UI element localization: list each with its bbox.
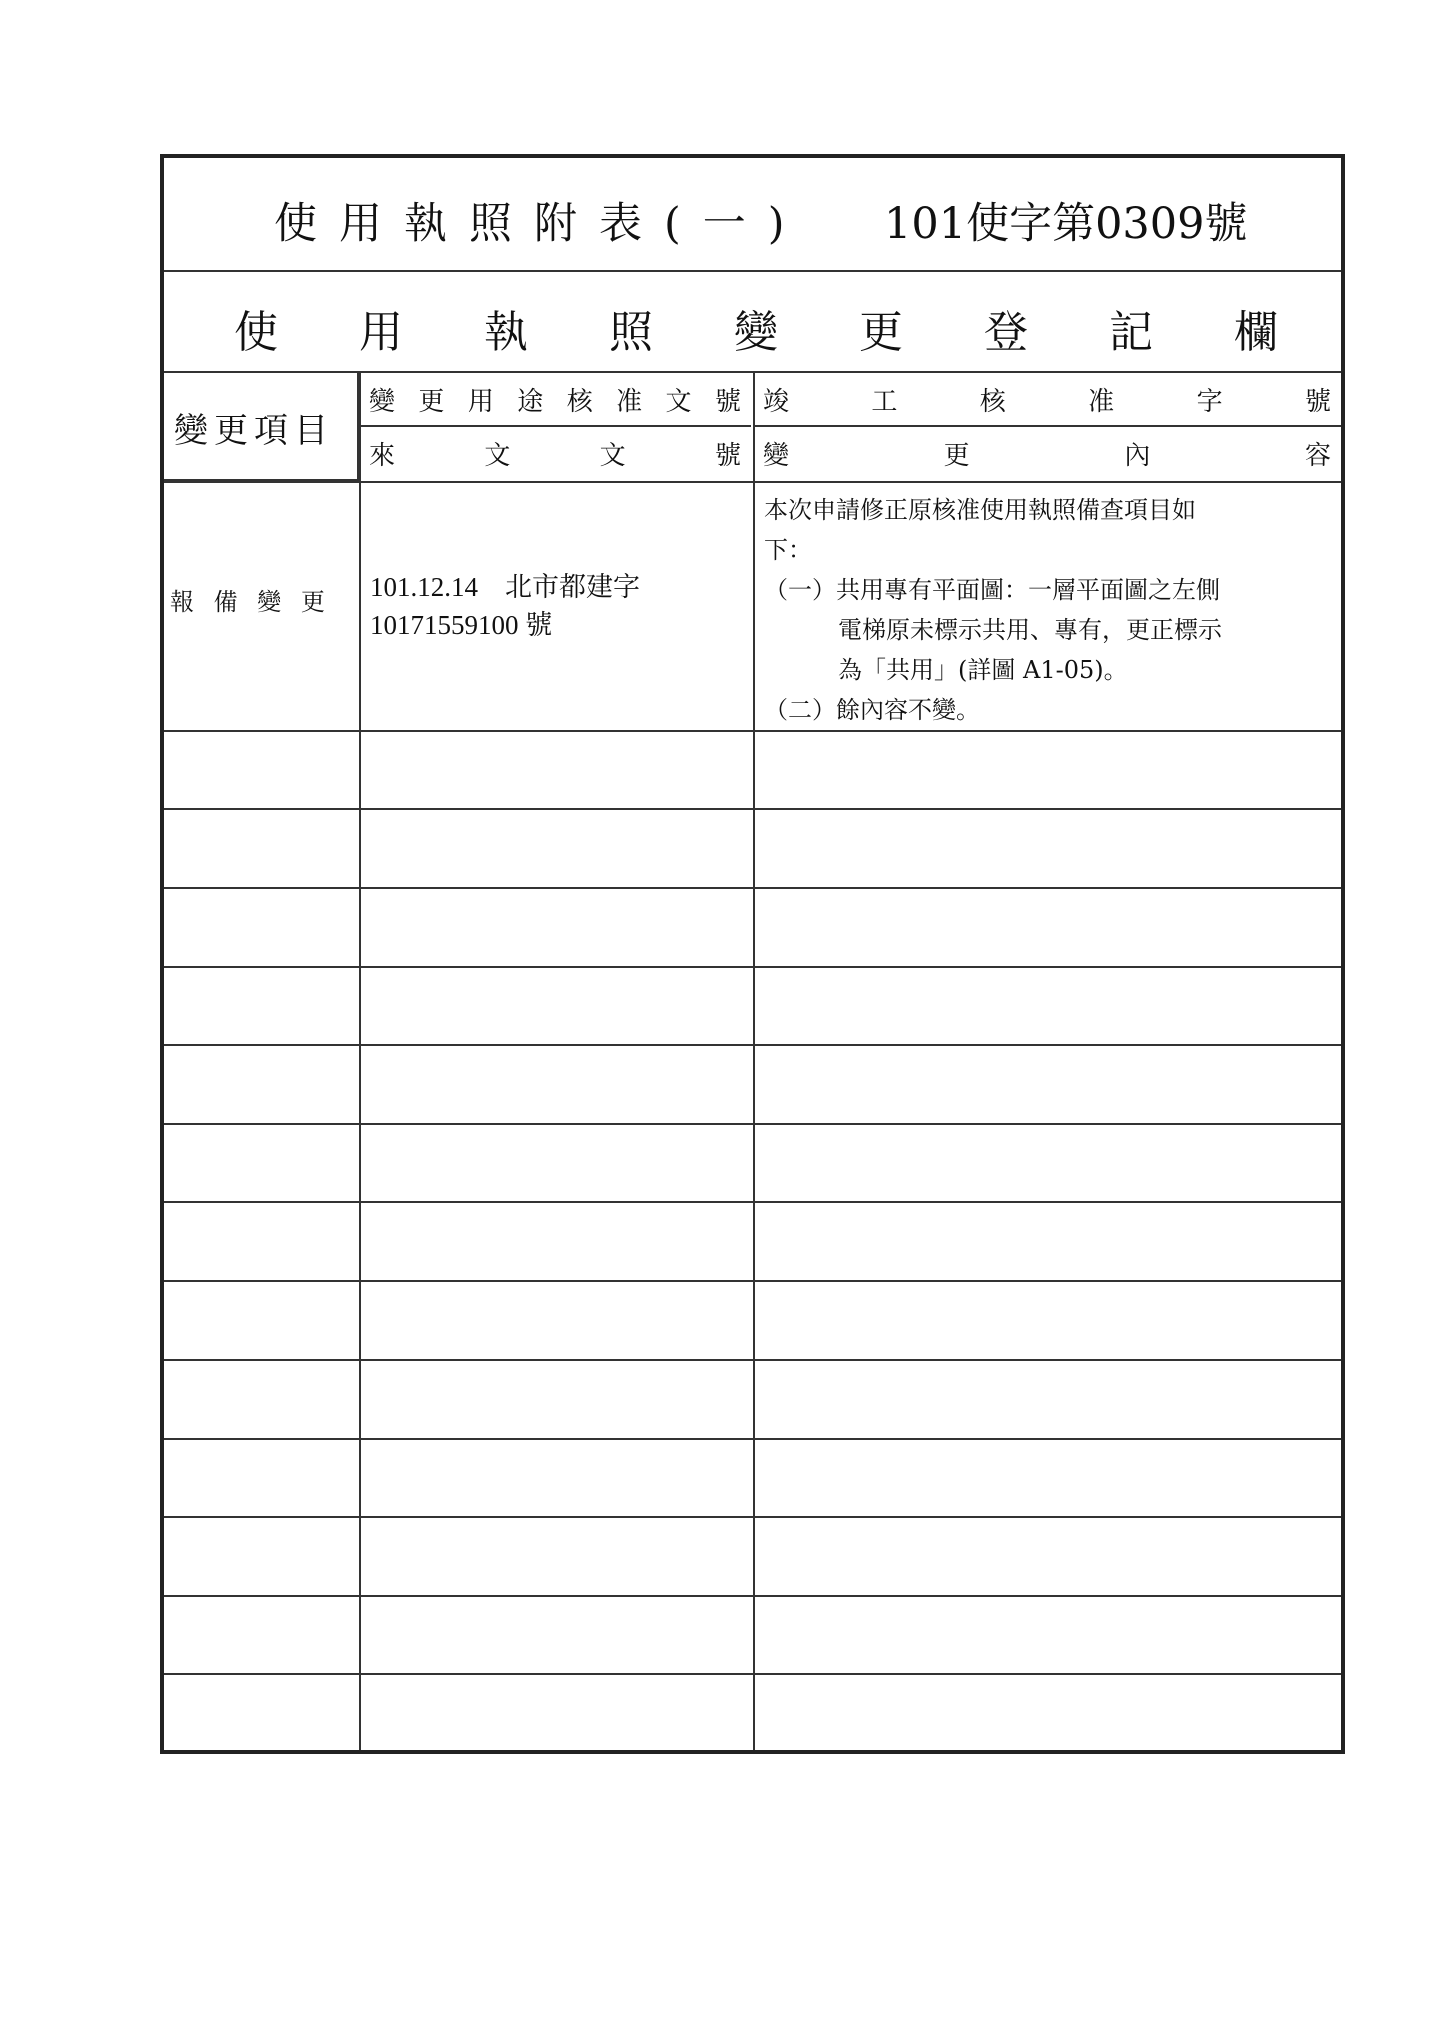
header-char: 號 — [1304, 387, 1331, 417]
header-char: 文 — [665, 387, 692, 417]
content-line: （一）共用專有平面圖：一層平面圖之左側 — [764, 576, 1220, 604]
heading-char: 執 — [484, 307, 528, 358]
row-divider — [164, 887, 1341, 889]
heading-char: 照 — [609, 307, 653, 358]
record-doc-number — [370, 568, 640, 644]
header-char: 工 — [871, 387, 898, 417]
record-item: 報 備 變 更 — [170, 588, 331, 616]
header-char: 文 — [484, 441, 511, 471]
heading-char: 欄 — [1234, 307, 1278, 358]
record-content — [764, 490, 1334, 730]
header-char: 更 — [418, 387, 445, 417]
row-divider — [164, 1673, 1341, 1675]
header-char: 准 — [616, 387, 643, 417]
heading-row — [164, 272, 1341, 373]
header-char: 內 — [1124, 441, 1151, 471]
license-attachment-sheet — [160, 154, 1345, 1754]
content-line: 本次申請修正原核准使用執照備查項目如 — [764, 496, 1196, 524]
column-divider — [359, 373, 361, 1750]
heading-char: 更 — [859, 307, 903, 358]
heading-char: 登 — [984, 307, 1028, 358]
row-divider — [164, 808, 1341, 810]
content-line: （二）餘內容不變。 — [764, 696, 980, 724]
row-divider — [164, 1044, 1341, 1046]
header-char: 字 — [1196, 387, 1223, 417]
header-char: 途 — [517, 387, 544, 417]
content-line: 電梯原未標示共用、專有，更正標示 — [838, 616, 1222, 644]
header-char: 核 — [566, 387, 593, 417]
heading-char: 變 — [734, 307, 778, 358]
header-char: 更 — [943, 441, 970, 471]
row-divider — [164, 1123, 1341, 1125]
column-header-item-label: 變更項目 — [174, 411, 334, 451]
row-divider — [164, 1359, 1341, 1361]
row-divider — [164, 966, 1341, 968]
header-char: 號 — [714, 441, 741, 471]
content-line: 為「共用」(詳圖 A1-05)。 — [838, 656, 1128, 684]
column-header-approval-bottom — [361, 427, 751, 481]
column-header-completion-bottom — [755, 427, 1341, 481]
record-doc-line: 10171559100 號 — [370, 610, 553, 640]
header-char: 文 — [599, 441, 626, 471]
row-divider — [164, 1201, 1341, 1203]
header-char: 竣 — [763, 387, 790, 417]
header-char: 核 — [979, 387, 1006, 417]
row-divider — [164, 730, 1341, 732]
header-char: 變 — [369, 387, 396, 417]
row-divider — [164, 1438, 1341, 1440]
header-char: 號 — [714, 387, 741, 417]
header-char: 來 — [369, 441, 396, 471]
row-divider — [164, 1595, 1341, 1597]
heading-char: 使 — [234, 307, 278, 358]
row-divider — [164, 1280, 1341, 1282]
heading-char: 用 — [359, 307, 403, 358]
record-doc-line: 101.12.14 北市都建字 — [370, 572, 640, 602]
column-divider — [753, 373, 755, 1750]
column-header-completion-top — [755, 373, 1341, 427]
column-header-item — [164, 373, 359, 481]
title-row — [164, 158, 1341, 272]
license-number: 101使字第0309號 — [884, 199, 1248, 249]
sheet-title: 使用執照附表(一) — [274, 199, 807, 249]
header-char: 准 — [1088, 387, 1115, 417]
header-char: 用 — [467, 387, 494, 417]
header-char: 容 — [1304, 441, 1331, 471]
header-char: 變 — [763, 441, 790, 471]
row-divider — [164, 1516, 1341, 1518]
heading-char: 記 — [1109, 307, 1153, 358]
column-header-approval-top — [361, 373, 751, 427]
content-line: 下： — [764, 536, 812, 564]
